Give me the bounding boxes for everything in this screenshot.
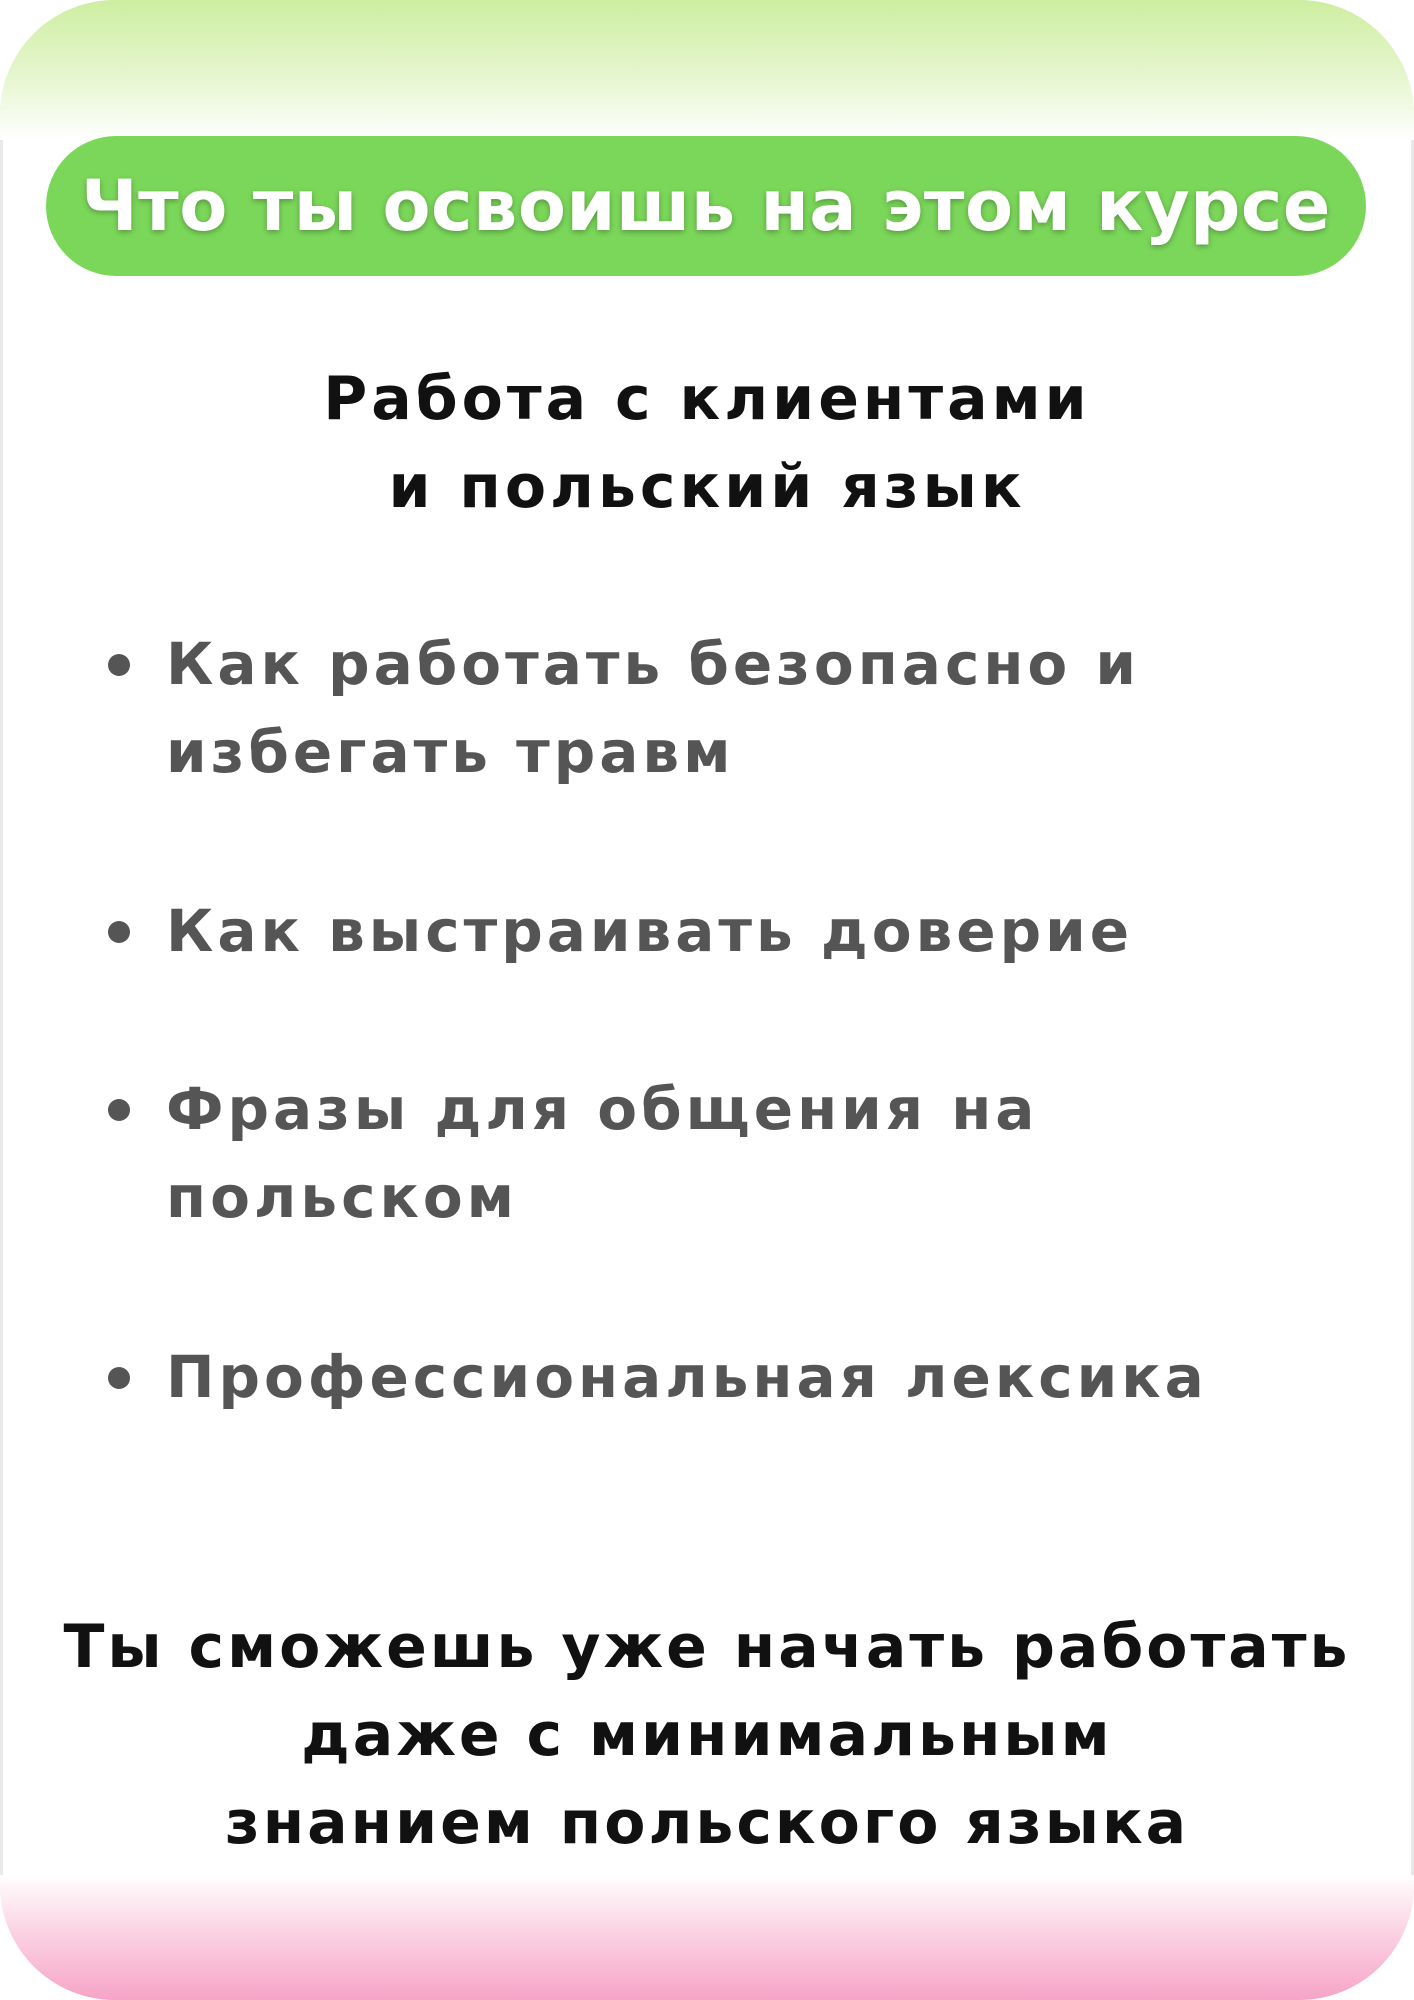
top-gradient-band [0, 0, 1414, 140]
bullet-dot-icon [108, 1099, 130, 1121]
list-item-line: Как работать безопасно и [166, 630, 1141, 698]
list-item-line: польском [166, 1163, 519, 1231]
bullet-dot-icon [108, 654, 130, 676]
list-item-text [166, 620, 1346, 796]
list-item-text [166, 1333, 1346, 1421]
bullet-dot-icon [108, 1367, 130, 1389]
list-item-line: Как выстраивать доверие [166, 897, 1134, 965]
footer-statement [0, 1603, 1414, 1867]
list-item-line: избегать травм [166, 718, 735, 786]
bullet-dot-icon [108, 921, 130, 943]
title-banner [46, 136, 1366, 276]
footer-line-2: даже с минимальным [301, 1700, 1113, 1770]
section-subtitle [0, 355, 1414, 531]
subtitle-line-1: Работа с клиентами [323, 364, 1091, 434]
subtitle-line-2: и польский язык [388, 452, 1026, 522]
list-item-line: Фразы для общения на [166, 1075, 1039, 1143]
list-item-line: Профессиональная лексика [166, 1343, 1208, 1411]
bottom-gradient-band [0, 1875, 1414, 2000]
footer-line-1: Ты сможешь уже начать работать [63, 1612, 1351, 1682]
list-item-text [166, 1065, 1346, 1241]
list-item-text [166, 887, 1346, 975]
footer-line-3: знанием польского языка [224, 1788, 1190, 1858]
page-title: Что ты освоишь на этом курсе [81, 165, 1331, 247]
